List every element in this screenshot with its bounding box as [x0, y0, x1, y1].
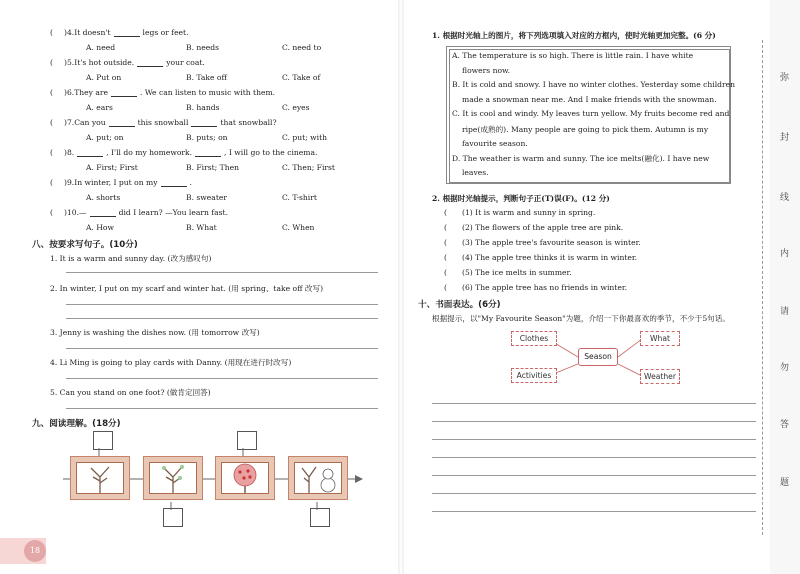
q2-title: 2. 根据时光轴提示，判断句子正(T)误(F)。(12 分)	[432, 194, 610, 203]
tree-picture-fruit	[215, 456, 275, 500]
option-b[interactable]: B. First; Then	[186, 163, 239, 172]
question-text: .	[189, 178, 192, 187]
question-stem	[64, 148, 317, 157]
option-c[interactable]: C. put; with	[282, 133, 328, 142]
writing-line[interactable]	[432, 475, 756, 476]
question-text: did I learn? —You learn fast.	[118, 208, 228, 217]
mind-map-node-clothes: Clothes	[511, 331, 557, 346]
tree-picture-snowman	[288, 456, 348, 500]
writing-line[interactable]	[432, 457, 756, 458]
fill-blank[interactable]	[90, 208, 116, 217]
question-stem	[64, 118, 277, 127]
seal-margin-char: 弥	[780, 73, 790, 83]
option-a[interactable]: A. Put on	[86, 73, 122, 82]
question-number: )5.	[64, 58, 75, 67]
option-b[interactable]: B. Take off	[186, 73, 227, 82]
page-number: 18	[24, 540, 46, 562]
option-c[interactable]: C. Then; First	[282, 163, 335, 172]
seal-margin-char: 勿	[780, 363, 790, 373]
fill-blank[interactable]	[137, 58, 163, 67]
section-10-title: 十、书面表达。(6分)	[418, 300, 501, 310]
mind-map-node-activities: Activities	[511, 368, 557, 383]
question-number: )9.	[64, 178, 75, 187]
answer-line[interactable]	[66, 318, 378, 319]
writing-line[interactable]	[432, 439, 756, 440]
seal-margin-char: 内	[780, 249, 790, 259]
question-text: legs or feet.	[142, 28, 189, 37]
fruit-tree-icon	[222, 463, 268, 493]
question-number: )7.	[64, 118, 75, 127]
tf-statement: (4) The apple tree thinks it is warm in winter.	[462, 253, 638, 262]
option-b[interactable]: B. sweater	[186, 193, 228, 202]
answer-line[interactable]	[66, 378, 378, 379]
writing-prompt: 根据提示，以"My Favourite Season"为题，介绍一下你最喜欢的季节，不少于5句话。	[432, 314, 730, 323]
fill-blank[interactable]	[109, 118, 135, 127]
question-number: )8.	[64, 148, 75, 157]
seal-margin-char: 请	[780, 307, 790, 317]
seal-margin-char: 线	[780, 193, 790, 203]
rewrite-item-3: 3. Jenny is washing the dishes now. (用 tomorrow 改写)	[50, 328, 260, 337]
answer-line[interactable]	[66, 408, 378, 409]
answer-paren[interactable]: (	[50, 208, 53, 217]
option-a[interactable]: A. put; on	[86, 133, 124, 142]
option-line: C. It is cool and windy. My leaves turn yellow. My fruits become red and	[452, 109, 730, 119]
answer-paren[interactable]: (	[50, 178, 53, 187]
question-stem	[64, 58, 205, 67]
writing-line[interactable]	[432, 511, 756, 512]
question-text: , I'll do my homework.	[106, 148, 193, 157]
option-line: D. The weather is warm and sunny. The ice melts(融化). I have new	[452, 154, 710, 164]
answer-box-bottom-2[interactable]	[310, 508, 330, 527]
option-a[interactable]: A. How	[86, 223, 115, 232]
question-text: that snowball?	[220, 118, 277, 127]
seal-margin-char: 题	[780, 478, 790, 488]
answer-line[interactable]	[66, 272, 378, 273]
question-text: , I will go to the cinema.	[224, 148, 318, 157]
option-c[interactable]: C. T-shirt	[282, 193, 317, 202]
answer-paren[interactable]: (	[50, 118, 53, 127]
answer-paren[interactable]: (	[444, 238, 447, 247]
budding-tree-icon	[150, 463, 196, 493]
option-line: ripe(成熟的). Many people are going to pick them. Autumn is my	[462, 125, 709, 134]
fill-blank[interactable]	[77, 148, 103, 157]
option-c[interactable]: C. Take of	[282, 73, 321, 82]
question-text: your coat.	[166, 58, 205, 67]
writing-line[interactable]	[432, 493, 756, 494]
tree-picture-bare	[70, 456, 130, 500]
question-text: In winter, I put on my	[74, 178, 158, 187]
option-b[interactable]: B. hands	[186, 103, 220, 112]
answer-paren[interactable]: (	[50, 28, 53, 37]
rewrite-item-5: 5. Can you stand on one foot? (做肯定回答)	[50, 388, 211, 397]
option-line: B. It is cold and snowy. I have no winter clothes. Yesterday some children	[452, 80, 735, 90]
seal-dashed-line	[762, 40, 763, 535]
rewrite-item-4: 4. Li Ming is going to play cards with Danny. (用现在进行时改写)	[50, 358, 292, 367]
bare-tree-icon	[77, 463, 123, 493]
option-b[interactable]: B. needs	[186, 43, 220, 52]
answer-paren[interactable]: (	[444, 223, 447, 232]
question-text: this snowball	[137, 118, 189, 127]
option-a[interactable]: A. need	[86, 43, 116, 52]
fill-blank[interactable]	[111, 88, 137, 97]
answer-paren[interactable]: (	[50, 148, 53, 157]
question-stem	[64, 28, 189, 37]
option-a[interactable]: A. shorts	[86, 193, 121, 202]
tf-statement: (6) The apple tree has no friends in winter.	[462, 283, 628, 292]
tree-picture-budding	[143, 456, 203, 500]
question-number: )6.	[64, 88, 75, 97]
question-text: They are	[74, 88, 109, 97]
option-a[interactable]: A. First; First	[86, 163, 138, 172]
fill-blank[interactable]	[195, 148, 221, 157]
seal-margin-char: 答	[780, 420, 790, 430]
answer-line[interactable]	[66, 348, 378, 349]
fill-blank[interactable]	[161, 178, 187, 187]
question-stem	[64, 208, 228, 217]
section-8-title: 八、按要求写句子。(10分)	[32, 240, 138, 250]
answer-paren[interactable]: (	[444, 268, 447, 277]
answer-paren[interactable]: (	[444, 283, 447, 292]
writing-line[interactable]	[432, 403, 756, 404]
option-c[interactable]: C. When	[282, 223, 315, 232]
option-line: flowers now.	[462, 65, 511, 75]
fill-blank[interactable]	[191, 118, 217, 127]
option-line: A. The temperature is so high. There is little rain. I have white	[452, 51, 694, 60]
question-stem	[64, 88, 275, 97]
question-stem	[64, 178, 192, 187]
rewrite-item-1: 1. It is a warm and sunny day. (改为感叹句)	[50, 254, 212, 263]
mind-map-node-weather: Weather	[640, 369, 680, 384]
section-9-title: 九、阅读理解。(18分)	[32, 419, 121, 429]
question-number: )10.	[64, 208, 80, 217]
snowman-tree-icon	[295, 463, 341, 493]
tf-statement: (3) The apple tree's favourite season is winter.	[462, 238, 641, 247]
option-c[interactable]: C. eyes	[282, 103, 310, 112]
tf-statement: (2) The flowers of the apple tree are pink.	[462, 223, 624, 232]
writing-line[interactable]	[432, 421, 756, 422]
option-c[interactable]: C. need to	[282, 43, 322, 52]
answer-box-bottom-1[interactable]	[163, 508, 183, 527]
question-text: . We can listen to music with them.	[140, 88, 276, 97]
option-a[interactable]: A. ears	[86, 103, 113, 112]
question-text: —	[79, 208, 87, 217]
tf-statement: (1) It is warm and sunny in spring.	[462, 208, 596, 217]
q1-title: 1. 根据时光轴上的图片，将下列选项填入对应的方框内，使时光轴更加完整。(6 分)	[432, 31, 716, 40]
question-number: )4.	[64, 28, 75, 37]
fill-blank[interactable]	[114, 28, 140, 37]
answer-paren[interactable]: (	[444, 208, 447, 217]
question-text: It's hot outside.	[74, 58, 135, 67]
seal-margin-char: 封	[780, 133, 790, 143]
answer-paren[interactable]: (	[444, 253, 447, 262]
answer-line[interactable]	[66, 304, 378, 305]
rewrite-item-2: 2. In winter, I put on my scarf and winter hat. (用 spring、take off 改写)	[50, 284, 324, 293]
answer-paren[interactable]: (	[50, 88, 53, 97]
option-b[interactable]: B. puts; on	[186, 133, 228, 142]
option-line: leaves.	[462, 167, 489, 177]
question-text: It doesn't	[74, 28, 111, 37]
question-text: Can you	[74, 118, 106, 127]
option-b[interactable]: B. What	[186, 223, 217, 232]
option-line: favourite season.	[462, 138, 528, 148]
tf-statement: (5) The ice melts in summer.	[462, 268, 572, 277]
answer-paren[interactable]: (	[50, 58, 53, 67]
option-line: made a snowman near me. And I make friends with the snowman.	[462, 94, 717, 104]
mind-map-node-what: What	[640, 331, 680, 346]
page-fold	[398, 0, 404, 574]
mind-map-center-season: Season	[578, 348, 618, 366]
